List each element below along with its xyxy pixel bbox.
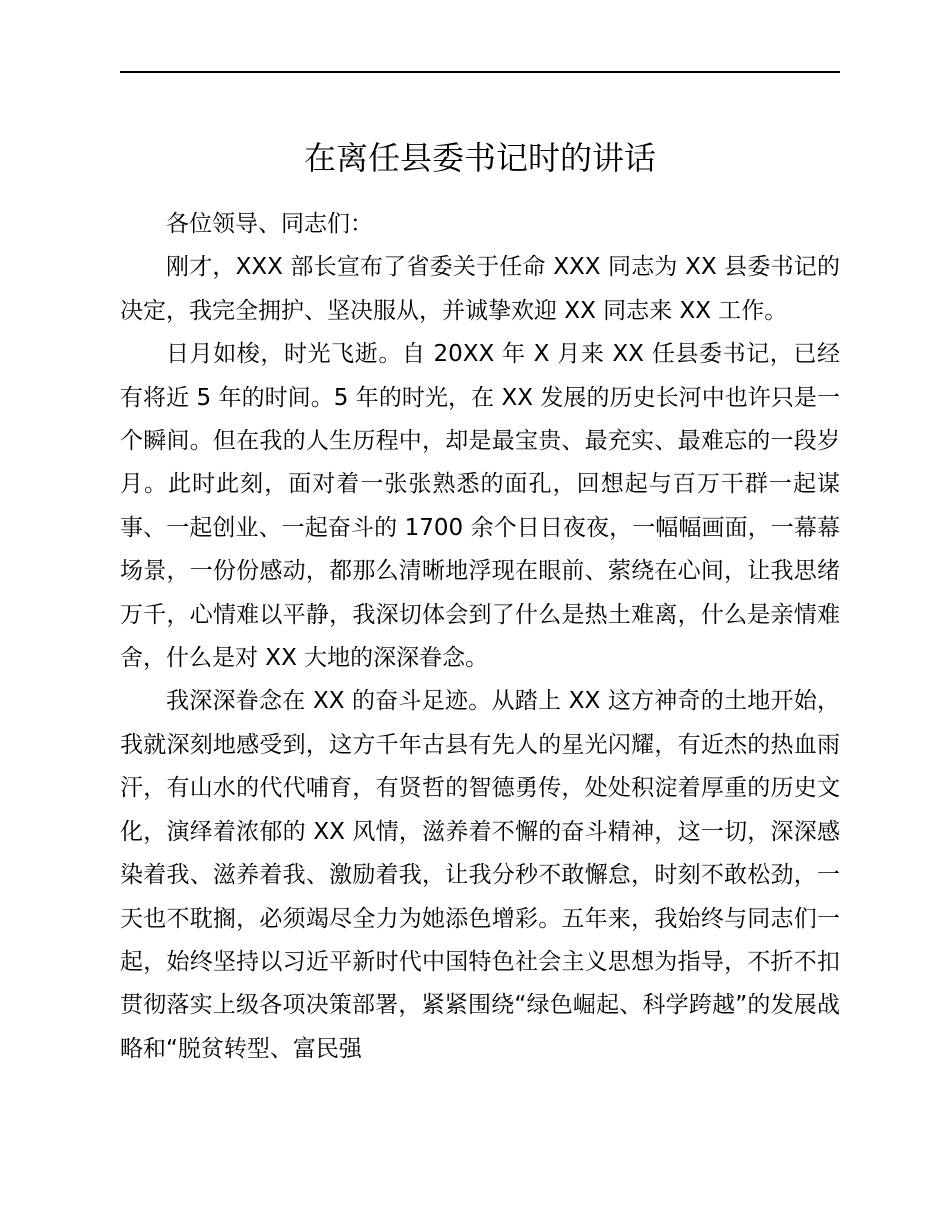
salutation: 各位领导、同志们： <box>166 211 373 237</box>
paragraph-3: 我深深眷念在 XX 的奋斗足迹。从踏上 XX 这方神奇的土地开始，我就深刻地感受到，这方千年古县有先人的星光闪耀，有近杰的热血雨汗，有山水的代代哺育，有贤哲的智德勇传，处处积淀着厚重的历史文化，演绎着浓郁的 XX 风情，滋养着不懈的奋斗精神，这一切，深深感染着我、滋养着我、激励着我，让我分秒不敢懈怠，时刻不敢松劲，一天也不耽搁，必须竭尽全力为她添色增彩。五年来，我始终与同志们一起，始终坚持以习近平新时代中国特色社会主义思想为指导，不折不扣贯彻落实上级各项决策部署，紧紧围绕“绿色崛起、科学跨越”的发展战略和“脱贫转型、富民强 <box>120 688 840 1062</box>
document-body <box>120 203 840 1071</box>
paragraph-2: 日月如梭，时光飞逝。自 20XX 年 X 月来 XX 任县委书记，已经有将近 5 年的时间。5 年的时光，在 XX 发展的历史长河中也许只是一个瞬间。但在我的人生历程中，却是最宝贵、最充实、最难忘的一段岁月。此时此刻，面对着一张张熟悉的面孔，回想起与百万干群一起谋事、一起创业、一起奋斗的 1700 余个日日夜夜，一幅幅画面，一幕幕场景，一份份感动，都那么清晰地浮现在眼前、萦绕在心间，让我思绪万千，心情难以平静，我深切体会到了什么是热土难离，什么是亲情难舍，什么是对 XX 大地的深深眷念。 <box>120 341 840 672</box>
document-title: 在离任县委书记时的讲话 <box>303 139 656 177</box>
header-rule <box>120 71 840 73</box>
paragraph-1: 刚才，XXX 部长宣布了省委关于任命 XXX 同志为 XX 县委书记的决定，我完全拥护、坚决服从，并诚挚欢迎 XX 同志来 XX 工作。 <box>120 254 840 324</box>
